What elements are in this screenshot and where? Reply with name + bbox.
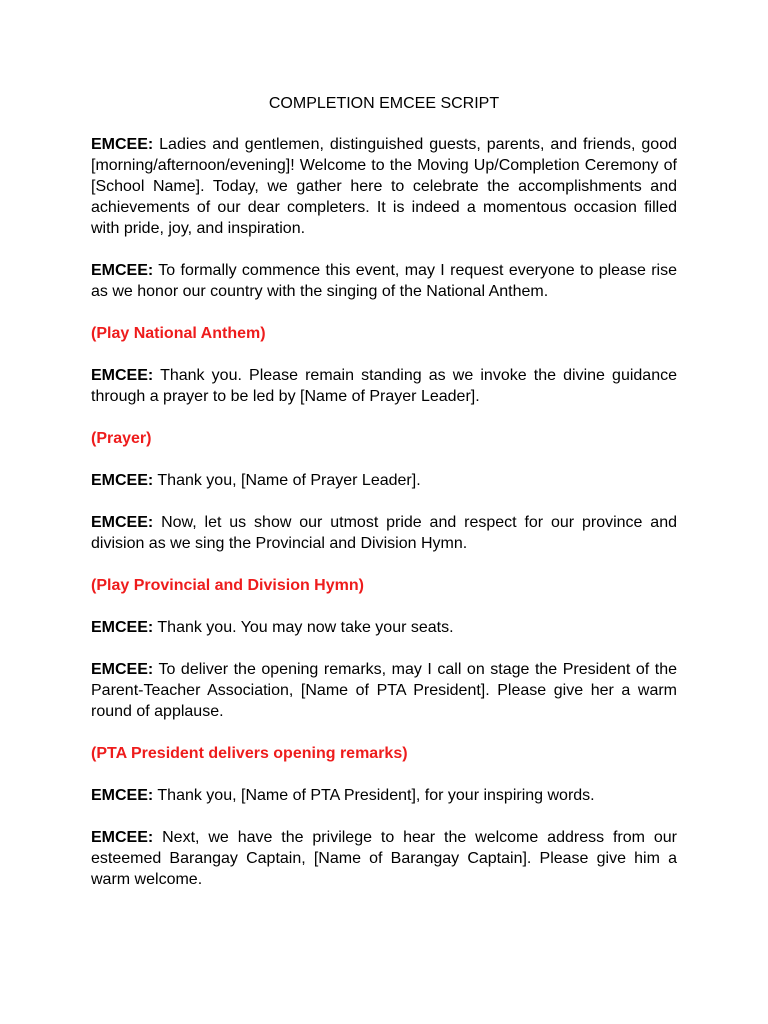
speaker-label: EMCEE:	[91, 262, 154, 279]
speaker-label: EMCEE:	[91, 619, 154, 636]
speech-text: Now, let us show our utmost pride and respect for our province and division as we sing the Provincial and Division Hymn.	[91, 514, 677, 552]
speech-text: To formally commence this event, may I request everyone to please rise as we honor our country with the singing of the National Anthem.	[91, 262, 677, 300]
speaker-label: EMCEE:	[91, 367, 154, 384]
speaker-label: EMCEE:	[91, 514, 154, 531]
speech-text: Ladies and gentlemen, distinguished guests, parents, and friends, good [morning/afternoon/evening]! Welcome to the Moving Up/Completion Ceremony of [School Name]. Today, we gather here to celebrate the accomplishments and achievements of our dear completers. It is indeed a momentous occasion filled with pride, joy, and inspiration.	[91, 136, 677, 237]
stage-cue: (Prayer)	[91, 430, 152, 447]
speech-text: To deliver the opening remarks, may I call on stage the President of the Parent-Teacher Association, [Name of PTA President]. Please give her a warm round of applause.	[91, 661, 677, 720]
speaker-label: EMCEE:	[91, 472, 154, 489]
speaker-label: EMCEE:	[91, 829, 154, 846]
document-title: COMPLETION EMCEE SCRIPT	[268, 95, 500, 112]
speech-text: Thank you. You may now take your seats.	[153, 619, 454, 636]
emcee-paragraph	[91, 659, 677, 722]
emcee-paragraph	[91, 470, 677, 491]
emcee-paragraph	[91, 785, 677, 806]
speech-text: Thank you, [Name of PTA President], for your inspiring words.	[153, 787, 595, 804]
emcee-paragraph	[91, 827, 677, 890]
stage-cue: (PTA President delivers opening remarks)	[91, 745, 408, 762]
emcee-paragraph	[91, 512, 677, 554]
emcee-paragraph	[91, 260, 677, 302]
emcee-paragraph	[91, 365, 677, 407]
document-body	[91, 93, 677, 911]
speech-text: Next, we have the privilege to hear the welcome address from our esteemed Barangay Captain, [Name of Barangay Captain]. Please give him a warm welcome.	[91, 829, 677, 888]
speech-text: Thank you. Please remain standing as we invoke the divine guidance through a prayer to be led by [Name of Prayer Leader].	[91, 367, 677, 405]
speaker-label: EMCEE:	[91, 136, 154, 153]
speaker-label: EMCEE:	[91, 787, 154, 804]
speech-text: Thank you, [Name of Prayer Leader].	[153, 472, 421, 489]
stage-cue: (Play Provincial and Division Hymn)	[91, 577, 364, 594]
emcee-paragraph	[91, 134, 677, 239]
stage-cue: (Play National Anthem)	[91, 325, 266, 342]
emcee-paragraph	[91, 617, 677, 638]
speaker-label: EMCEE:	[91, 661, 154, 678]
